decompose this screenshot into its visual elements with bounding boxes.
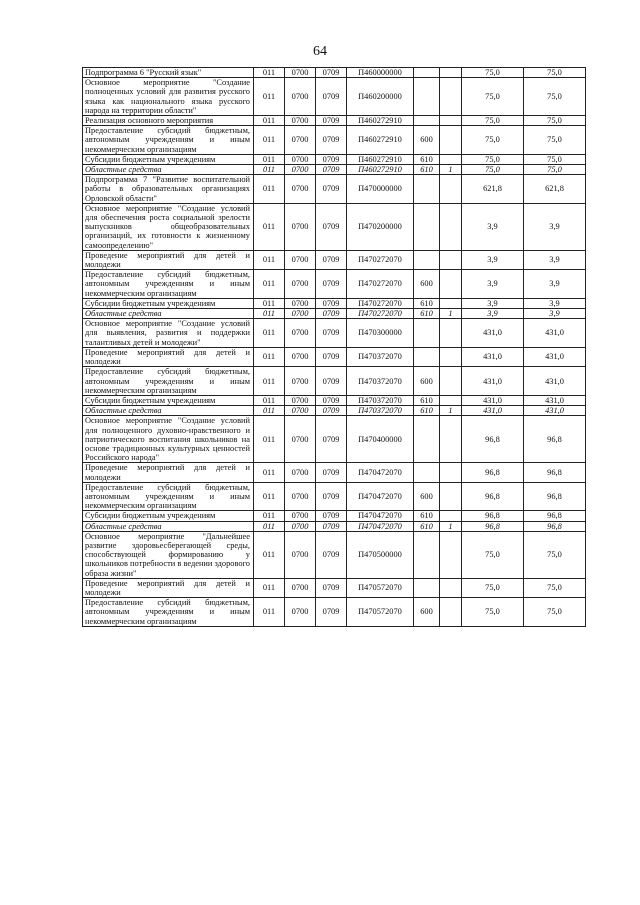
subsection-code-cell: 0709 <box>316 482 347 511</box>
amount-year-2-cell: 431,0 <box>524 406 586 416</box>
amount-year-2-cell: 75,0 <box>524 531 586 578</box>
section-code-cell: 0700 <box>285 78 316 116</box>
subsection-code-cell: 0709 <box>316 521 347 531</box>
expense-type-cell: 610 <box>414 154 440 164</box>
amount-year-1-cell: 96,8 <box>462 463 524 482</box>
budget-table <box>82 67 586 627</box>
funding-source-cell: 1 <box>440 165 462 175</box>
amount-year-1-cell: 75,0 <box>462 598 524 627</box>
funding-source-cell <box>440 203 462 250</box>
table-row <box>83 395 586 405</box>
item-name-cell: Предоставление субсидий бюджетным, автономным учреждениям и иным некоммерческим организациям <box>83 270 254 299</box>
table-row <box>83 347 586 366</box>
amount-year-2-cell: 96,8 <box>524 482 586 511</box>
amount-year-1-cell: 75,0 <box>462 126 524 155</box>
amount-year-2-cell: 3,9 <box>524 298 586 308</box>
target-code-cell: П470472070 <box>347 463 414 482</box>
target-code-cell: П470472070 <box>347 482 414 511</box>
ministry-code-cell: 011 <box>254 175 285 204</box>
item-name-cell: Субсидии бюджетным учреждениям <box>83 511 254 521</box>
item-name-cell: Областные средства <box>83 406 254 416</box>
target-code-cell: П470400000 <box>347 416 414 463</box>
expense-type-cell: 600 <box>414 482 440 511</box>
funding-source-cell <box>440 463 462 482</box>
section-code-cell: 0700 <box>285 270 316 299</box>
ministry-code-cell: 011 <box>254 521 285 531</box>
section-code-cell: 0700 <box>285 319 316 348</box>
expense-type-cell: 610 <box>414 298 440 308</box>
item-name-cell: Основное мероприятие "Создание полноценных условий для развития русского языка как национального языка русского народа на территории области" <box>83 78 254 116</box>
amount-year-1-cell: 431,0 <box>462 395 524 405</box>
table-row <box>83 482 586 511</box>
item-name-cell: Проведение мероприятий для детей и молодежи <box>83 463 254 482</box>
funding-source-cell <box>440 319 462 348</box>
funding-source-cell: 1 <box>440 309 462 319</box>
item-name-cell: Реализация основного мероприятия <box>83 116 254 126</box>
section-code-cell: 0700 <box>285 68 316 78</box>
funding-source-cell <box>440 395 462 405</box>
table-row <box>83 578 586 597</box>
item-name-cell: Субсидии бюджетным учреждениям <box>83 298 254 308</box>
item-name-cell: Основное мероприятие "Создание условий для выявления, развития и поддержки талантливых детей и молодежи" <box>83 319 254 348</box>
table-row <box>83 309 586 319</box>
amount-year-1-cell: 75,0 <box>462 531 524 578</box>
item-name-cell: Проведение мероприятий для детей и молодежи <box>83 347 254 366</box>
expense-type-cell <box>414 416 440 463</box>
subsection-code-cell: 0709 <box>316 463 347 482</box>
amount-year-1-cell: 3,9 <box>462 270 524 299</box>
expense-type-cell <box>414 175 440 204</box>
funding-source-cell <box>440 116 462 126</box>
amount-year-1-cell: 431,0 <box>462 367 524 396</box>
ministry-code-cell: 011 <box>254 126 285 155</box>
funding-source-cell <box>440 578 462 597</box>
expense-type-cell: 610 <box>414 165 440 175</box>
target-code-cell: П470200000 <box>347 203 414 250</box>
section-code-cell: 0700 <box>285 165 316 175</box>
section-code-cell: 0700 <box>285 309 316 319</box>
target-code-cell: П470472070 <box>347 511 414 521</box>
expense-type-cell: 600 <box>414 270 440 299</box>
amount-year-2-cell: 3,9 <box>524 270 586 299</box>
item-name-cell: Областные средства <box>83 309 254 319</box>
ministry-code-cell: 011 <box>254 250 285 269</box>
section-code-cell: 0700 <box>285 175 316 204</box>
item-name-cell: Подпрограмма 6 "Русский язык" <box>83 68 254 78</box>
funding-source-cell <box>440 347 462 366</box>
amount-year-1-cell: 75,0 <box>462 116 524 126</box>
section-code-cell: 0700 <box>285 416 316 463</box>
amount-year-2-cell: 431,0 <box>524 347 586 366</box>
target-code-cell: П470272070 <box>347 270 414 299</box>
ministry-code-cell: 011 <box>254 531 285 578</box>
ministry-code-cell: 011 <box>254 116 285 126</box>
table-row <box>83 154 586 164</box>
page-number: 64 <box>313 44 327 59</box>
amount-year-2-cell: 96,8 <box>524 416 586 463</box>
funding-source-cell <box>440 270 462 299</box>
target-code-cell: П460272910 <box>347 116 414 126</box>
amount-year-2-cell: 621,8 <box>524 175 586 204</box>
amount-year-1-cell: 431,0 <box>462 347 524 366</box>
target-code-cell: П460272910 <box>347 154 414 164</box>
section-code-cell: 0700 <box>285 463 316 482</box>
expense-type-cell <box>414 347 440 366</box>
ministry-code-cell: 011 <box>254 154 285 164</box>
table-row <box>83 126 586 155</box>
expense-type-cell <box>414 319 440 348</box>
subsection-code-cell: 0709 <box>316 347 347 366</box>
item-name-cell: Субсидии бюджетным учреждениям <box>83 154 254 164</box>
table-row <box>83 203 586 250</box>
amount-year-2-cell: 75,0 <box>524 116 586 126</box>
ministry-code-cell: 011 <box>254 578 285 597</box>
table-row <box>83 511 586 521</box>
subsection-code-cell: 0709 <box>316 68 347 78</box>
subsection-code-cell: 0709 <box>316 578 347 597</box>
amount-year-2-cell: 3,9 <box>524 250 586 269</box>
funding-source-cell <box>440 78 462 116</box>
expense-type-cell <box>414 68 440 78</box>
expense-type-cell <box>414 578 440 597</box>
expense-type-cell: 600 <box>414 367 440 396</box>
funding-source-cell: 1 <box>440 406 462 416</box>
amount-year-2-cell: 96,8 <box>524 521 586 531</box>
amount-year-2-cell: 431,0 <box>524 367 586 396</box>
target-code-cell: П470372070 <box>347 347 414 366</box>
amount-year-1-cell: 3,9 <box>462 298 524 308</box>
target-code-cell: П470572070 <box>347 578 414 597</box>
expense-type-cell <box>414 203 440 250</box>
expense-type-cell: 610 <box>414 309 440 319</box>
subsection-code-cell: 0709 <box>316 531 347 578</box>
table-row <box>83 270 586 299</box>
ministry-code-cell: 011 <box>254 347 285 366</box>
amount-year-1-cell: 96,8 <box>462 416 524 463</box>
target-code-cell: П460272910 <box>347 165 414 175</box>
amount-year-2-cell: 3,9 <box>524 309 586 319</box>
subsection-code-cell: 0709 <box>316 154 347 164</box>
expense-type-cell: 610 <box>414 406 440 416</box>
subsection-code-cell: 0709 <box>316 250 347 269</box>
ministry-code-cell: 011 <box>254 68 285 78</box>
subsection-code-cell: 0709 <box>316 78 347 116</box>
expense-type-cell <box>414 116 440 126</box>
table-row <box>83 531 586 578</box>
amount-year-2-cell: 75,0 <box>524 78 586 116</box>
section-code-cell: 0700 <box>285 531 316 578</box>
amount-year-1-cell: 75,0 <box>462 578 524 597</box>
amount-year-2-cell: 3,9 <box>524 203 586 250</box>
amount-year-1-cell: 96,8 <box>462 511 524 521</box>
table-row <box>83 521 586 531</box>
table-row <box>83 116 586 126</box>
amount-year-1-cell: 75,0 <box>462 165 524 175</box>
table-row <box>83 406 586 416</box>
amount-year-2-cell: 75,0 <box>524 126 586 155</box>
funding-source-cell <box>440 511 462 521</box>
ministry-code-cell: 011 <box>254 395 285 405</box>
expense-type-cell <box>414 463 440 482</box>
subsection-code-cell: 0709 <box>316 367 347 396</box>
section-code-cell: 0700 <box>285 250 316 269</box>
amount-year-1-cell: 3,9 <box>462 250 524 269</box>
expense-type-cell <box>414 531 440 578</box>
section-code-cell: 0700 <box>285 511 316 521</box>
target-code-cell: П470572070 <box>347 598 414 627</box>
amount-year-1-cell: 3,9 <box>462 203 524 250</box>
table-row <box>83 68 586 78</box>
target-code-cell: П460200000 <box>347 78 414 116</box>
target-code-cell: П470000000 <box>347 175 414 204</box>
section-code-cell: 0700 <box>285 482 316 511</box>
table-row <box>83 78 586 116</box>
ministry-code-cell: 011 <box>254 598 285 627</box>
target-code-cell: П460272910 <box>347 126 414 155</box>
amount-year-2-cell: 75,0 <box>524 165 586 175</box>
funding-source-cell <box>440 154 462 164</box>
table-row <box>83 250 586 269</box>
subsection-code-cell: 0709 <box>316 406 347 416</box>
table-row <box>83 367 586 396</box>
subsection-code-cell: 0709 <box>316 203 347 250</box>
ministry-code-cell: 011 <box>254 482 285 511</box>
table-row <box>83 319 586 348</box>
section-code-cell: 0700 <box>285 203 316 250</box>
item-name-cell: Основное мероприятие "Создание условий для обеспечения роста социальной зрелости выпускников общеобразовательных организаций, их готовности к жизненному самоопределению" <box>83 203 254 250</box>
funding-source-cell <box>440 598 462 627</box>
funding-source-cell <box>440 367 462 396</box>
item-name-cell: Субсидии бюджетным учреждениям <box>83 395 254 405</box>
section-code-cell: 0700 <box>285 598 316 627</box>
funding-source-cell <box>440 175 462 204</box>
ministry-code-cell: 011 <box>254 367 285 396</box>
target-code-cell: П470500000 <box>347 531 414 578</box>
section-code-cell: 0700 <box>285 126 316 155</box>
amount-year-2-cell: 96,8 <box>524 511 586 521</box>
amount-year-1-cell: 96,8 <box>462 521 524 531</box>
target-code-cell: П470372070 <box>347 406 414 416</box>
item-name-cell: Предоставление субсидий бюджетным, автономным учреждениям и иным некоммерческим организациям <box>83 598 254 627</box>
expense-type-cell: 610 <box>414 511 440 521</box>
subsection-code-cell: 0709 <box>316 165 347 175</box>
target-code-cell: П470300000 <box>347 319 414 348</box>
amount-year-1-cell: 96,8 <box>462 482 524 511</box>
funding-source-cell <box>440 298 462 308</box>
item-name-cell: Областные средства <box>83 165 254 175</box>
funding-source-cell <box>440 482 462 511</box>
section-code-cell: 0700 <box>285 298 316 308</box>
item-name-cell: Предоставление субсидий бюджетным, автономным учреждениям и иным некоммерческим организациям <box>83 126 254 155</box>
section-code-cell: 0700 <box>285 367 316 396</box>
target-code-cell: П460000000 <box>347 68 414 78</box>
ministry-code-cell: 011 <box>254 511 285 521</box>
section-code-cell: 0700 <box>285 521 316 531</box>
amount-year-1-cell: 431,0 <box>462 319 524 348</box>
amount-year-2-cell: 75,0 <box>524 578 586 597</box>
amount-year-2-cell: 75,0 <box>524 154 586 164</box>
section-code-cell: 0700 <box>285 347 316 366</box>
table-row <box>83 175 586 204</box>
amount-year-1-cell: 3,9 <box>462 309 524 319</box>
ministry-code-cell: 011 <box>254 270 285 299</box>
subsection-code-cell: 0709 <box>316 395 347 405</box>
amount-year-1-cell: 621,8 <box>462 175 524 204</box>
section-code-cell: 0700 <box>285 154 316 164</box>
target-code-cell: П470472070 <box>347 521 414 531</box>
ministry-code-cell: 011 <box>254 165 285 175</box>
ministry-code-cell: 011 <box>254 309 285 319</box>
funding-source-cell <box>440 416 462 463</box>
item-name-cell: Предоставление субсидий бюджетным, автономным учреждениям и иным некоммерческим организациям <box>83 482 254 511</box>
item-name-cell: Подпрограмма 7 "Развитие воспитательной работы в образовательных организациях Орловской области" <box>83 175 254 204</box>
expense-type-cell: 600 <box>414 126 440 155</box>
subsection-code-cell: 0709 <box>316 309 347 319</box>
ministry-code-cell: 011 <box>254 406 285 416</box>
ministry-code-cell: 011 <box>254 78 285 116</box>
expense-type-cell: 610 <box>414 395 440 405</box>
amount-year-2-cell: 431,0 <box>524 319 586 348</box>
expense-type-cell <box>414 250 440 269</box>
item-name-cell: Предоставление субсидий бюджетным, автономным учреждениям и иным некоммерческим организациям <box>83 367 254 396</box>
target-code-cell: П470372070 <box>347 395 414 405</box>
amount-year-1-cell: 75,0 <box>462 154 524 164</box>
funding-source-cell: 1 <box>440 521 462 531</box>
subsection-code-cell: 0709 <box>316 298 347 308</box>
amount-year-2-cell: 75,0 <box>524 68 586 78</box>
subsection-code-cell: 0709 <box>316 598 347 627</box>
item-name-cell: Основное мероприятие "Создание условий для полноценного духовно-нравственного и патриотического воспитания школьников на основе традиционных культурных ценностей Российского народа" <box>83 416 254 463</box>
ministry-code-cell: 011 <box>254 416 285 463</box>
amount-year-2-cell: 431,0 <box>524 395 586 405</box>
funding-source-cell <box>440 68 462 78</box>
item-name-cell: Областные средства <box>83 521 254 531</box>
amount-year-2-cell: 75,0 <box>524 598 586 627</box>
ministry-code-cell: 011 <box>254 298 285 308</box>
table-row <box>83 463 586 482</box>
table-row <box>83 598 586 627</box>
amount-year-1-cell: 75,0 <box>462 68 524 78</box>
item-name-cell: Основное мероприятие "Дальнейшее развитие здоровьесберегающей среды, способствующей формированию у школьников потребности в ведении здорового образа жизни" <box>83 531 254 578</box>
target-code-cell: П470272070 <box>347 309 414 319</box>
subsection-code-cell: 0709 <box>316 319 347 348</box>
section-code-cell: 0700 <box>285 578 316 597</box>
subsection-code-cell: 0709 <box>316 416 347 463</box>
target-code-cell: П470272070 <box>347 250 414 269</box>
amount-year-2-cell: 96,8 <box>524 463 586 482</box>
funding-source-cell <box>440 250 462 269</box>
amount-year-1-cell: 431,0 <box>462 406 524 416</box>
target-code-cell: П470272070 <box>347 298 414 308</box>
item-name-cell: Проведение мероприятий для детей и молодежи <box>83 250 254 269</box>
subsection-code-cell: 0709 <box>316 175 347 204</box>
table-row <box>83 416 586 463</box>
ministry-code-cell: 011 <box>254 203 285 250</box>
ministry-code-cell: 011 <box>254 463 285 482</box>
funding-source-cell <box>440 126 462 155</box>
amount-year-1-cell: 75,0 <box>462 78 524 116</box>
funding-source-cell <box>440 531 462 578</box>
table-row <box>83 298 586 308</box>
target-code-cell: П470372070 <box>347 367 414 396</box>
expense-type-cell: 610 <box>414 521 440 531</box>
subsection-code-cell: 0709 <box>316 511 347 521</box>
subsection-code-cell: 0709 <box>316 126 347 155</box>
item-name-cell: Проведение мероприятий для детей и молодежи <box>83 578 254 597</box>
table-row <box>83 165 586 175</box>
section-code-cell: 0700 <box>285 116 316 126</box>
subsection-code-cell: 0709 <box>316 116 347 126</box>
section-code-cell: 0700 <box>285 395 316 405</box>
subsection-code-cell: 0709 <box>316 270 347 299</box>
expense-type-cell <box>414 78 440 116</box>
ministry-code-cell: 011 <box>254 319 285 348</box>
expense-type-cell: 600 <box>414 598 440 627</box>
section-code-cell: 0700 <box>285 406 316 416</box>
